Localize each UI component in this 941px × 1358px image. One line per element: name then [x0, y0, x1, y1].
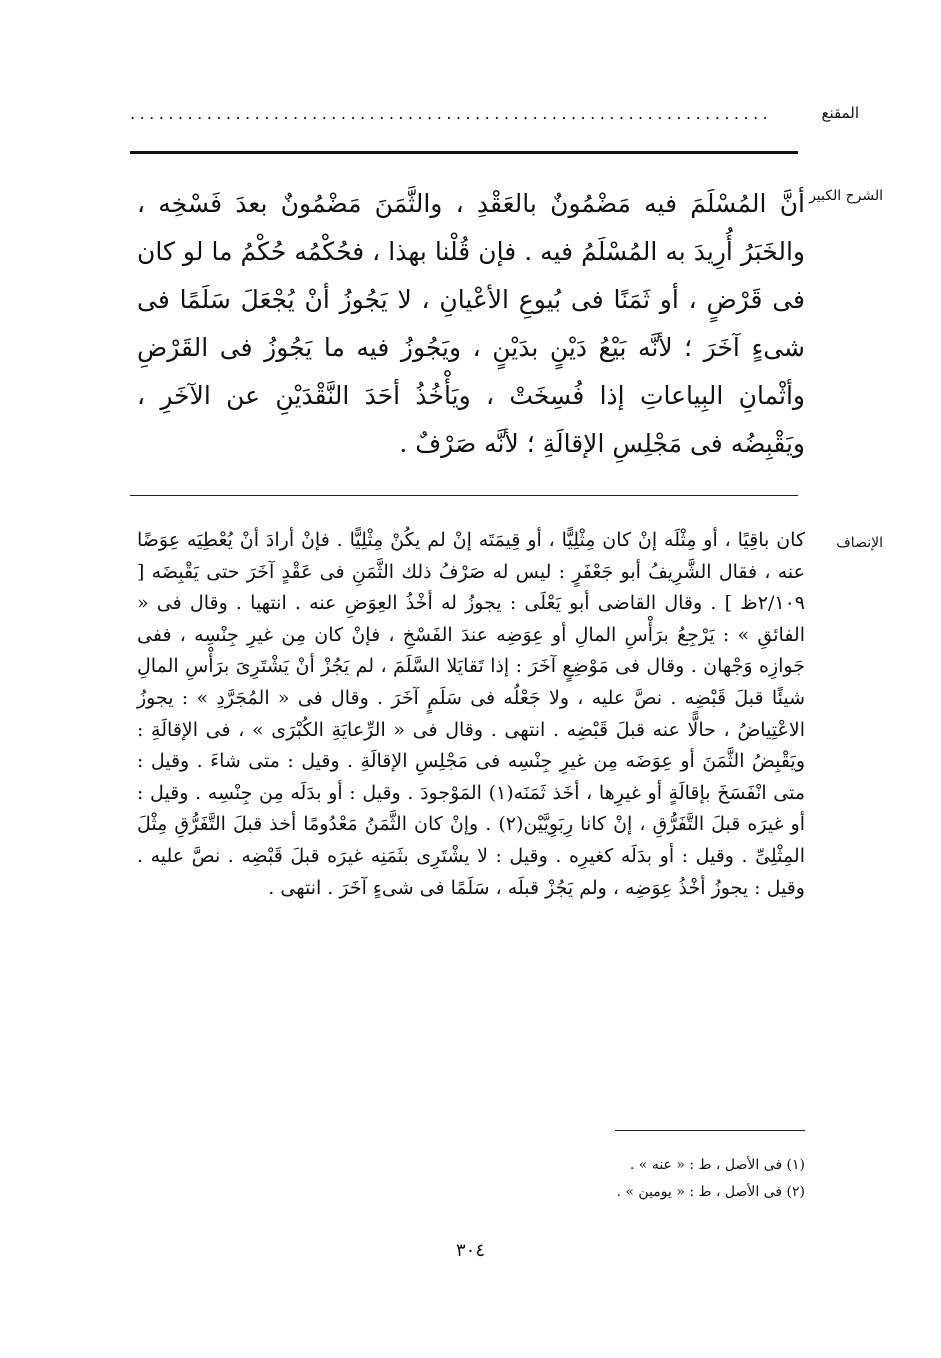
- footnote-1: (١) فى الأصل ، ط : « عنه » .: [629, 1157, 805, 1173]
- header-rule: [130, 151, 798, 154]
- insaf-side-label: الإنصاف: [836, 535, 883, 551]
- insaf-paragraph: كان باقِيًا ، أو مِثْلَه إنْ كان مِثْلِيًّا ، أو قِيمَتَه إنْ لم يكُنْ مِثْلِيًّا . فإنْ أرادَ أنْ يُعْطِيَه عِوَضًا عنه ، فقال الشَّرِيفُ أبو جَعْفَرٍ : ليس له صَرْفُ ذلك الثَّمَنِ فى عَقْدٍ آخَرَ حتى يَقْبِضَه [ ٢/١٠٩ظ ] . وقال القاضى أبو يَعْلَى : يجوزُ له أخْذُ العِوَضِ عنه . انتهيا . وقال فى « الفائقِ » : يَرْجِعُ برَأْسِ المالِ أو عِوَضِه عندَ الفَسْخِ ، فإنْ كان مِن غيرِ جِنْسِه ، ففى جَوازِه وَجْهان . وقال فى مَوْضِعٍ آخَرَ : إذا تَقايَلا السَّلَمَ ، لم يَجُزْ أنْ يَشْتَرِىَ برَأْسِ المالِ شيئًا قبلَ قَبْضِه . نصَّ عليه ، ولا جَعْلُه فى سَلَمٍ آخَرَ . وقال فى « المُجَرَّدِ » : يجوزُ الاعْتِياضُ ، حالًّا عنه قبلَ قَبْضِه . انتهى . وقال فى « الرِّعايَةِ الكُبْرَى » ، فى الإقالَةِ : ويَقْبِضُ الثَّمَنَ أو عِوَضَه مِن غيرِ جِنْسِه فى مَجْلِسِ الإقالَةِ . وقيل : متى شاءَ . وقيل : متى انْفَسَخَ بإقالَةٍ أو غيرِها ، أخَذ ثَمَنَه(١) المَوْجودَ . وقيل : أو بدَلَه مِن جِنْسِه . وقيل : أو غيرَه قبلَ التَّفَرُّقِ ، إنْ كانا رِبَوِيَّيْن(٢) . وإنْ كان الثَّمَنُ مَعْدُومًا أخذ قبلَ التَّفَرُّقِ مِثْلَ المِثْلِىِّ . وقيل : أو بدَلَه كغيرِه . وقيل : لا يشْتَرِى بثَمَنِه غيرَه قبلَ قَبْضِه . نصَّ عليه . وقيل : يجوزُ أخْذُ عِوَضِه ، ولم يَجُزْ قبلَه ، سَلَمًا فى شىءٍ آخَرَ . انتهى .: [137, 529, 806, 899]
- dot-leader: ...................................................................: [130, 104, 773, 123]
- running-title: المقنع: [821, 104, 859, 122]
- footnotes: [137, 1152, 805, 1206]
- sharh-paragraph: أنَّ المُسْلَمَ فيه مَضْمُونٌ بالعَقْدِ ، والثَّمَنَ مَضْمُونٌ بعدَ فَسْخِه ، والخَبَرُ أُرِيدَ به المُسْلَمُ فيه . فإن قُلْنا بهذا ، فحُكْمُه حُكْمُ ما لو كان فى قَرْضٍ ، أو ثَمَنًا فى بُيوعِ الأعْيانِ ، لا يَجُوزُ أنْ يُجْعَلَ سَلَمًا فى شىءٍ آخَرَ ؛ لأنَّه بَيْعُ دَيْنٍ بدَيْنٍ ، ويَجُوزُ فيه ما يَجُوزُ فى القَرْضِ وأثْمانِ البِياعاتِ إذا فُسِخَتْ ، ويَأْخُذُ أحَدَ النَّقْدَيْنِ عن الآخَرِ ، ويَقْبِضُه فى مَجْلِسِ الإقالَةِ ؛ لأنَّه صَرْفٌ .: [137, 189, 805, 458]
- sharh-section: [137, 180, 805, 468]
- insaf-section: [137, 525, 805, 904]
- footnote-rule: [615, 1130, 805, 1131]
- page-number: ٣٠٤: [455, 1240, 485, 1261]
- sharh-side-label: الشرح الكبير: [809, 188, 883, 204]
- section-divider: [130, 495, 798, 496]
- footnote-2: (٢) فى الأصل ، ط : « يومين » .: [616, 1184, 805, 1200]
